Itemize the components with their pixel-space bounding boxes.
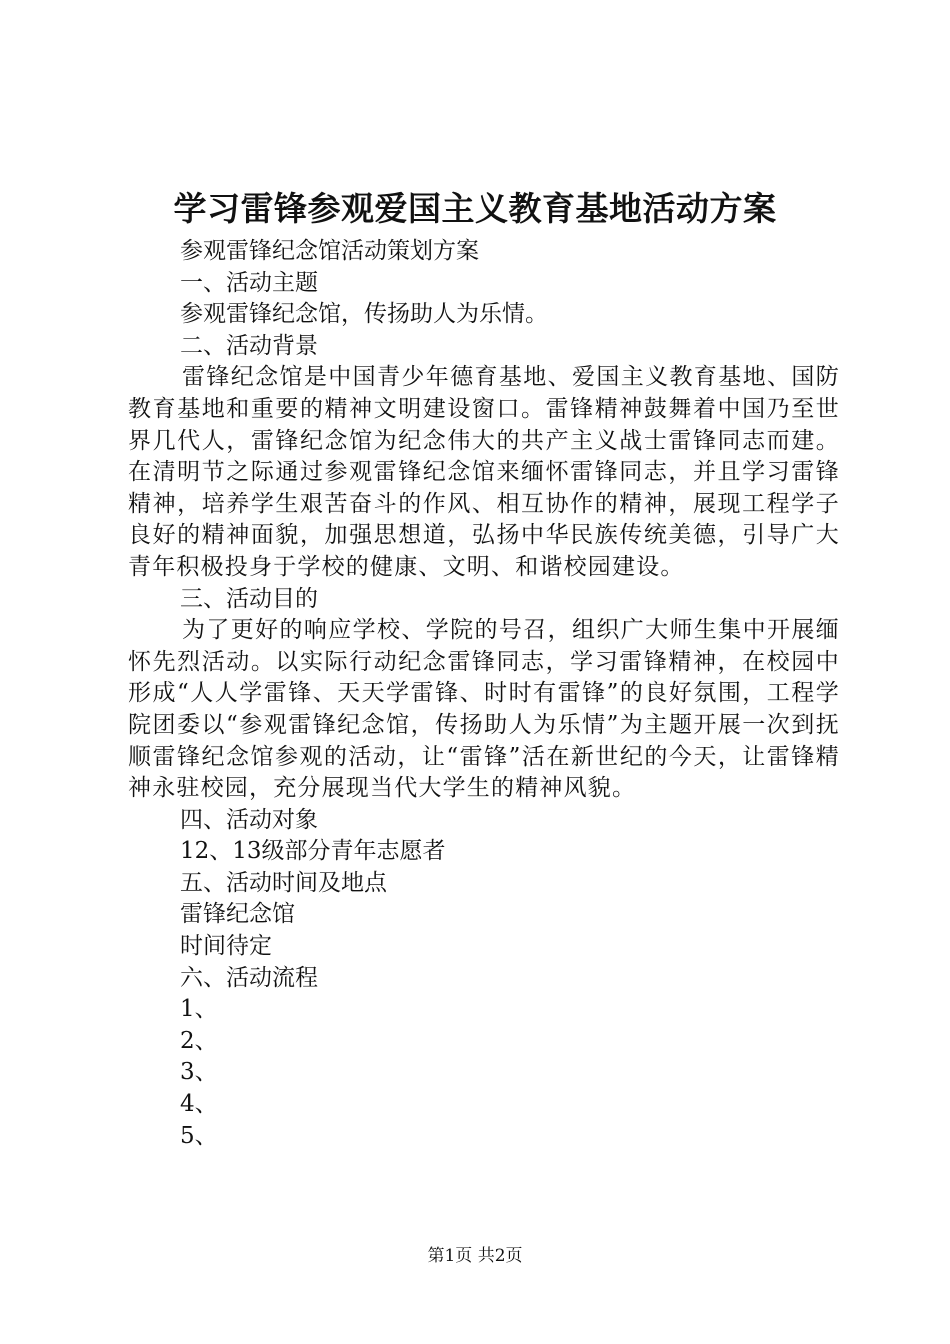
section-paragraph-purpose: 为了更好的响应学校、学院的号召，组织广大师生集中开展缅怀先烈活动。以实际行动纪念雷锋同志，学习雷锋精神，在校园中形成“人人学雷锋、天天学雷锋、时时有雷锋”的良好氛围，工程学院团委以“参观雷锋纪念馆，传扬助人为乐情”为主题开展一次到抚顺雷锋纪念馆参观的活动，让“雷锋”活在新世纪的今天，让雷锋精神永驻校园，充分展现当代大学生的精神风貌。 bbox=[128, 617, 840, 802]
section-heading-time-place: 五、活动时间及地点 bbox=[180, 869, 387, 896]
subtitle: 参观雷锋纪念馆活动策划方案 bbox=[180, 238, 479, 264]
list-item: 5、 bbox=[180, 1122, 218, 1149]
section-heading-theme: 一、活动主题 bbox=[180, 269, 318, 296]
section-heading-purpose: 三、活动目的 bbox=[180, 585, 318, 612]
section-heading-process: 六、活动流程 bbox=[180, 964, 318, 991]
list-item: 3、 bbox=[180, 1059, 218, 1086]
section-heading-background: 二、活动背景 bbox=[180, 332, 318, 359]
document-body bbox=[128, 236, 840, 1152]
section-paragraph-background: 雷锋纪念馆是中国青少年德育基地、爱国主义教育基地、国防教育基地和重要的精神文明建设窗口。雷锋精神鼓舞着中国乃至世界几代人，雷锋纪念馆为纪念伟大的共产主义战士雷锋同志而建。在清明节之际通过参观雷锋纪念馆来缅怀雷锋同志，并且学习雷锋精神，培养学生艰苦奋斗的作风、相互协作的精神，展现工程学子良好的精神面貌，加强思想道，弘扬中华民族传统美德，引导广大青年积极投身于学校的健康、文明、和谐校园建设。 bbox=[128, 364, 840, 580]
section-text-place: 雷锋纪念馆 bbox=[180, 901, 295, 928]
list-item: 2、 bbox=[180, 1027, 218, 1054]
section-text-audience: 12、13级部分青年志愿者 bbox=[180, 838, 446, 865]
section-text-theme: 参观雷锋纪念馆，传扬助人为乐情。 bbox=[180, 301, 548, 328]
page-footer: 第1页 共2页 bbox=[427, 1246, 523, 1266]
section-heading-audience: 四、活动对象 bbox=[180, 806, 318, 833]
document-title: 学习雷锋参观爱国主义教育基地活动方案 bbox=[173, 189, 777, 228]
section-text-time: 时间待定 bbox=[180, 933, 272, 960]
list-item: 1、 bbox=[180, 996, 218, 1023]
list-item: 4、 bbox=[180, 1091, 218, 1118]
